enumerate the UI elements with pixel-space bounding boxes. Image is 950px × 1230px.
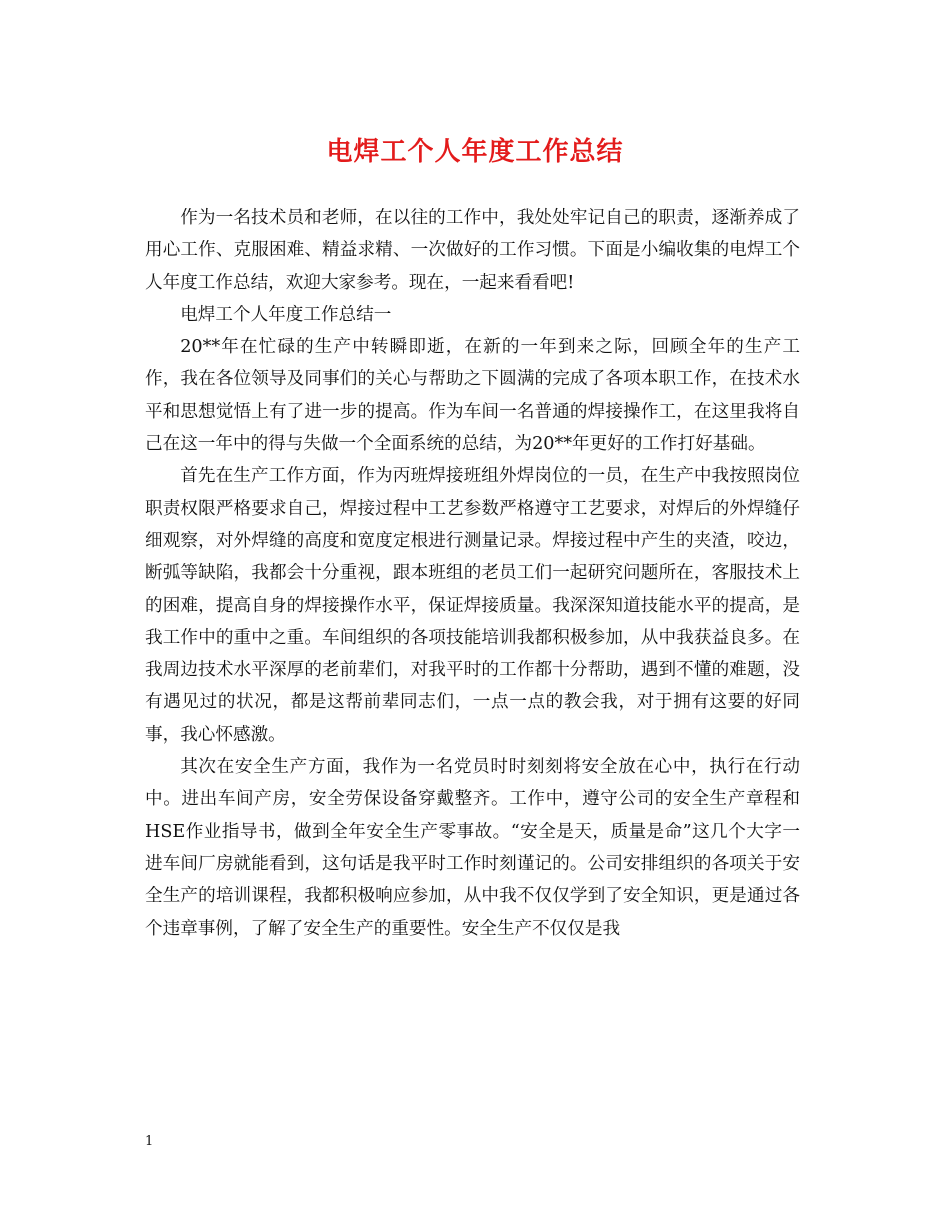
- page-number: 1: [145, 1134, 154, 1149]
- document-body: [145, 202, 800, 945]
- section-heading: 电焊工个人年度工作总结一: [180, 304, 392, 325]
- document-title: 电焊工个人年度工作总结: [326, 137, 624, 167]
- body-paragraph: 其次在安全生产方面，我作为一名党员时时刻刻将安全放在心中，执行在行动中。进出车间产房，安全劳保设备穿戴整齐。工作中，遵守公司的安全生产章程和HSE作业指导书，做到全年安全生产零事故。“安全是天，质量是命”这几个大字一进车间厂房就能看到，这句话是我平时工作时刻谨记的。公司安排组织的各项关于安全生产的培训课程，我都积极响应参加，从中我不仅仅学到了安全知识，更是通过各个违章事例，了解了安全生产的重要性。安全生产不仅仅是我: [145, 757, 800, 939]
- body-paragraph: 首先在生产工作方面，作为丙班焊接班组外焊岗位的一员，在生产中我按照岗位职责权限严格要求自己，焊接过程中工艺参数严格遵守工艺要求，对焊后的外焊缝仔细观察，对外焊缝的高度和宽度定根进行测量记录。焊接过程中产生的夹渣，咬边，断弧等缺陷，我都会十分重视，跟本班组的老员工们一起研究问题所在，客服技术上的困难，提高自身的焊接操作水平，保证焊接质量。我深深知道技能水平的提高，是我工作中的重中之重。车间组织的各项技能培训我都积极参加，从中我获益良多。在我周边技术水平深厚的老前辈们，对我平时的工作都十分帮助，遇到不懂的难题，没有遇见过的状况，都是这帮前辈同志们，一点一点的教会我，对于拥有这要的好同事，我心怀感激。: [145, 466, 800, 745]
- body-paragraph: 20**年在忙碌的生产中转瞬即逝，在新的一年到来之际，回顾全年的生产工作，我在各位领导及同事们的关心与帮助之下圆满的完成了各项本职工作，在技术水平和思想觉悟上有了进一步的提高。作为车间一名普通的焊接操作工，在这里我将自己在这一年中的得与失做一个全面系统的总结，为20**年更好的工作打好基础。: [145, 337, 800, 455]
- body-paragraph: 作为一名技术员和老师，在以往的工作中，我处处牢记自己的职责，逐渐养成了用心工作、克服困难、精益求精、一次做好的工作习惯。下面是小编收集的电焊工个人年度工作总结，欢迎大家参考。现在，一起来看看吧!: [145, 208, 800, 293]
